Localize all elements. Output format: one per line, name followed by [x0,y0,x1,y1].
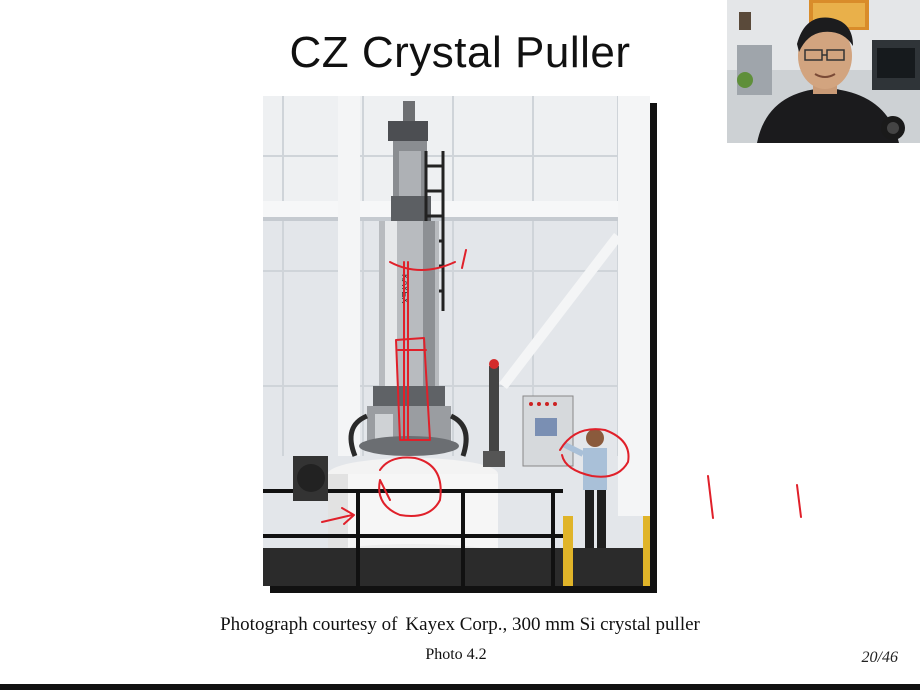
photo-caption [0,614,920,636]
crystal-puller-illustration [263,96,650,586]
presenter-video [727,0,920,143]
annotation-stroke-1 [708,476,713,518]
annotation-stroke-2 [797,485,801,517]
bottom-bar [0,684,920,690]
caption-prefix: Photograph courtesy of [220,614,398,635]
page-number: 20/46 [861,649,898,666]
photo-number: Photo 4.2 [425,646,487,663]
kayex-label: KAYEX [400,274,410,304]
presenter-webcam [727,0,920,143]
slide-title: CZ Crystal Puller [289,28,631,77]
crystal-puller-photo [263,96,650,586]
caption-source: Kayex Corp., 300 mm Si crystal puller [405,614,700,635]
